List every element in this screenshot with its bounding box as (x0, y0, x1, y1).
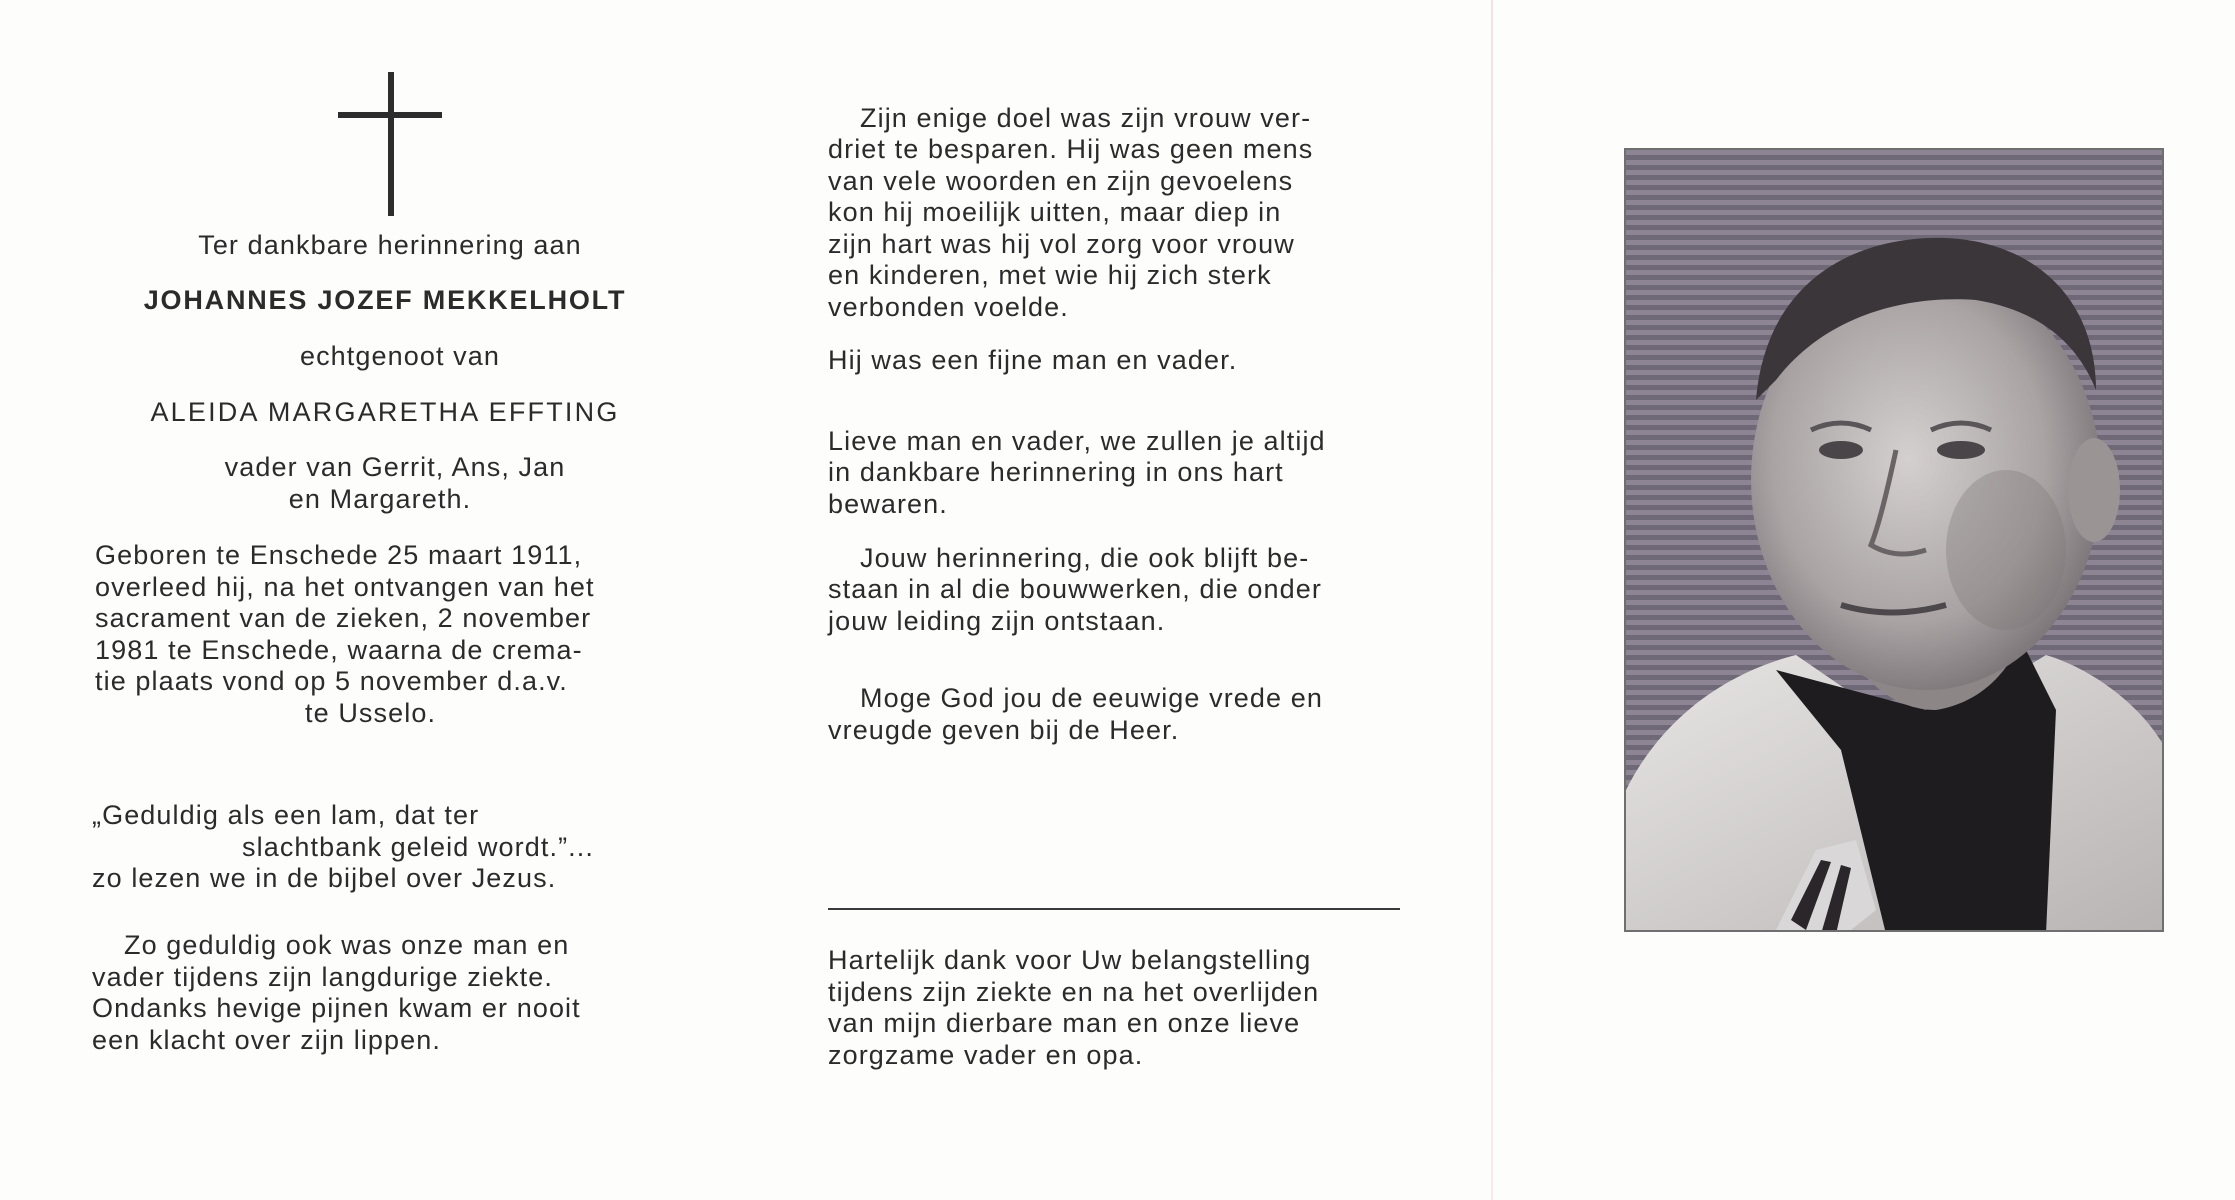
goal-line: Zijn enige doel was zijn vrouw ver- (860, 103, 1312, 133)
quote-line: slachtbank geleid wordt.”... (242, 832, 594, 862)
dear-line: in dankbare herinnering in ons hart (828, 457, 1284, 487)
thanks-line: zorgzame vader en opa. (828, 1040, 1144, 1070)
deceased-name: JOHANNES JOZEF MEKKELHOLT (143, 285, 627, 315)
memory-line: Jouw herinnering, die ook blijft be- (860, 543, 1310, 573)
portrait-photo (1624, 148, 2164, 932)
dear-line: bewaren. (828, 489, 948, 519)
fold-line (1491, 0, 1493, 1200)
goal-line: driet te besparen. Hij was geen mens (828, 134, 1314, 164)
goal-line: van vele woorden en zijn gevoelens (828, 166, 1294, 196)
thanks-line: tijdens zijn ziekte en na het overlijden (828, 977, 1320, 1007)
children-line-1: vader van Gerrit, Ans, Jan (224, 452, 566, 482)
divider (828, 908, 1400, 910)
patience-line: Zo geduldig ook was onze man en (124, 930, 570, 960)
goal-line: en kinderen, met wie hij zich sterk (828, 260, 1272, 290)
goal-line: kon hij moeilijk uitten, maar diep in (828, 197, 1282, 227)
quote-line: zo lezen we in de bijbel over Jezus. (92, 863, 557, 893)
birth-line: sacrament van de zieken, 2 november (95, 603, 592, 633)
peace-line: vreugde geven bij de Heer. (828, 715, 1180, 745)
peace-line: Moge God jou de eeuwige vrede en (860, 683, 1323, 713)
goal-line: verbonden voelde. (828, 292, 1069, 322)
memory-line: staan in al die bouwwerken, die onder (828, 574, 1322, 604)
birth-line: 1981 te Enschede, waarna de crema- (95, 635, 583, 665)
goal-line: zijn hart was hij vol zorg voor vrouw (828, 229, 1295, 259)
spouse-intro: echtgenoot van (299, 341, 501, 371)
thanks-line: van mijn dierbare man en onze lieve (828, 1008, 1301, 1038)
cross-icon (338, 72, 448, 222)
patience-line: een klacht over zijn lippen. (92, 1025, 441, 1055)
intro-text: Ter dankbare herinnering aan (198, 230, 582, 260)
patience-line: vader tijdens zijn langdurige ziekte. (92, 962, 553, 992)
quote-line: „Geduldig als een lam, dat ter (92, 800, 480, 830)
birth-line: te Usselo. (305, 698, 437, 728)
birth-line: Geboren te Enschede 25 maart 1911, (95, 540, 583, 570)
birth-line: tie plaats vond op 5 november d.a.v. (95, 666, 568, 696)
memory-line: jouw leiding zijn ontstaan. (828, 606, 1166, 636)
children-line-2: en Margareth. (288, 484, 472, 514)
thanks-line: Hartelijk dank voor Uw belangstelling (828, 945, 1312, 975)
fine-man-text: Hij was een fijne man en vader. (828, 345, 1238, 375)
spouse-name: ALEIDA MARGARETHA EFFTING (150, 397, 620, 427)
portrait-image (1626, 150, 2164, 932)
birth-line: overleed hij, na het ontvangen van het (95, 572, 595, 602)
dear-line: Lieve man en vader, we zullen je altijd (828, 426, 1326, 456)
patience-line: Ondanks hevige pijnen kwam er nooit (92, 993, 581, 1023)
